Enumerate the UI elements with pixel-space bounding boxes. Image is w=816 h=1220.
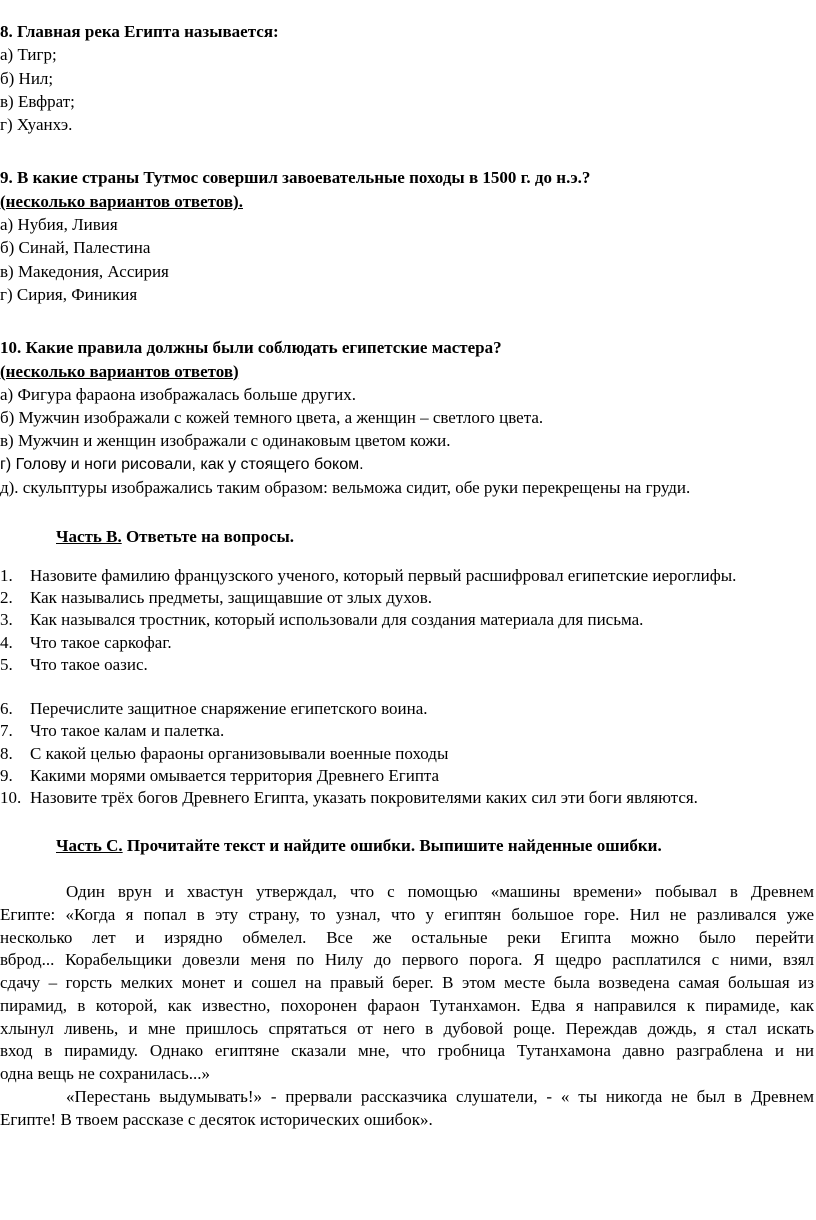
- question-8-option-d: г) Хуанхэ.: [0, 115, 73, 135]
- question-9-option-b: б) Синай, Палестина: [0, 238, 151, 258]
- list-item: 6. Перечислите защитное снаряжение египетского воина.: [0, 699, 428, 719]
- list-item: 5. Что такое оазис.: [0, 654, 148, 674]
- question-8: [0, 20, 816, 136]
- question-9-title: 9. В какие страны Тутмос совершил завоевательные походы в 1500 г. до н.э.?: [0, 168, 591, 188]
- part-b-instruction: Ответьте на вопросы.: [121, 527, 295, 547]
- part-c-paragraph-2: «Перестань выдумывать!» - прервали рассказчика слушатели, - « ты никогда не был в Древнем Египте! В твоем рассказе с десяток исторических ошибок».: [0, 1087, 814, 1129]
- list-item: 1. Назовите фамилию французского ученого, который первый расшифровал египетские иероглифы.: [0, 565, 737, 585]
- part-b-label: Часть В.: [56, 527, 122, 547]
- question-10-option-e: д). скульптуры изображались таким образом: вельможа сидит, обе руки перекрещены на груди.: [0, 478, 691, 498]
- question-8-option-b: б) Нил;: [0, 68, 54, 88]
- question-9-option-d: г) Сирия, Финикия: [0, 284, 138, 304]
- question-10-option-d: г) Голову и ноги рисовали, как у стоящего боком.: [0, 455, 364, 473]
- question-10-option-c: в) Мужчин и женщин изображали с одинаковым цветом кожи.: [0, 431, 451, 451]
- list-item: 4. Что такое саркофаг.: [0, 632, 172, 652]
- spacer: [0, 136, 816, 166]
- spacer: [0, 549, 816, 565]
- spacer: [0, 306, 816, 336]
- spacer: [0, 857, 816, 881]
- part-b-question-list: [0, 565, 816, 810]
- question-10-title: 10. Какие правила должны были соблюдать египетские мастера?: [0, 338, 502, 358]
- list-item: 10. Назовите трёх богов Древнего Египта, указать покровителями каких сил эти боги являются.: [0, 788, 698, 808]
- part-c-heading: [56, 834, 816, 857]
- spacer: [0, 499, 816, 525]
- question-9: [0, 166, 816, 306]
- question-8-option-c: в) Евфрат;: [0, 91, 75, 111]
- part-c-paragraph-1: Один врун и хвастун утверждал, что с помощью «машины времени» побывал в Древнем Египте: «Когда я попал в эту страну, то узнал, что у египтян большое горе. Нил не разливался уже несколько лет и изрядно обмелел. Все же остальные реки Египта можно было перейти вброд... Корабельщики довезли меня по Нилу до первого порога. Я щедро расплатился с ними, взял сдачу – горсть мелких монет и сошел на правый берег. В этом месте была возведена самая большая из пирамид, в которой, как известно, похоронен фараон Тутанхамон. Едва я направился к пирамиде, как хлынул ливень, и мне пришлось спрятаться от него в дубовой роще. Переждав дождь, я стал искать вход в пирамиду. Однако египтяне сказали мне, что гробница Тутанхамона давно разграблена и ни одна вещь не сохранилась...»: [0, 881, 814, 1084]
- question-8-title: 8. Главная река Египта называется:: [0, 22, 279, 41]
- question-9-note: (несколько вариантов ответов).: [0, 191, 243, 211]
- question-10-note: (несколько вариантов ответов): [0, 361, 239, 381]
- question-10-option-a: а) Фигура фараона изображалась больше других.: [0, 384, 356, 404]
- question-9-option-a: а) Нубия, Ливия: [0, 215, 118, 235]
- list-item: 8. С какой целью фараоны организовывали военные походы: [0, 743, 449, 763]
- list-item: 7. Что такое калам и палетка.: [0, 721, 225, 741]
- part-b-heading: [56, 525, 816, 548]
- list-item: 2. Как назывались предметы, защищавшие от злых духов.: [0, 587, 432, 607]
- spacer: [0, 810, 816, 834]
- part-c-instruction: Прочитайте текст и найдите ошибки. Выпишите найденные ошибки.: [122, 835, 662, 855]
- question-10: [0, 336, 816, 499]
- document-page: [0, 20, 816, 1132]
- list-item: 3. Как назывался тростник, который использовали для создания материала для письма.: [0, 610, 644, 630]
- list-item: 9. Какими морями омывается территория Древнего Египта: [0, 766, 440, 786]
- question-8-option-a: а) Тигр;: [0, 45, 57, 65]
- part-c-label: Часть С.: [56, 835, 123, 855]
- question-10-option-b: б) Мужчин изображали с кожей темного цвета, а женщин – светлого цвета.: [0, 408, 544, 428]
- question-9-option-c: в) Македония, Ассирия: [0, 261, 169, 281]
